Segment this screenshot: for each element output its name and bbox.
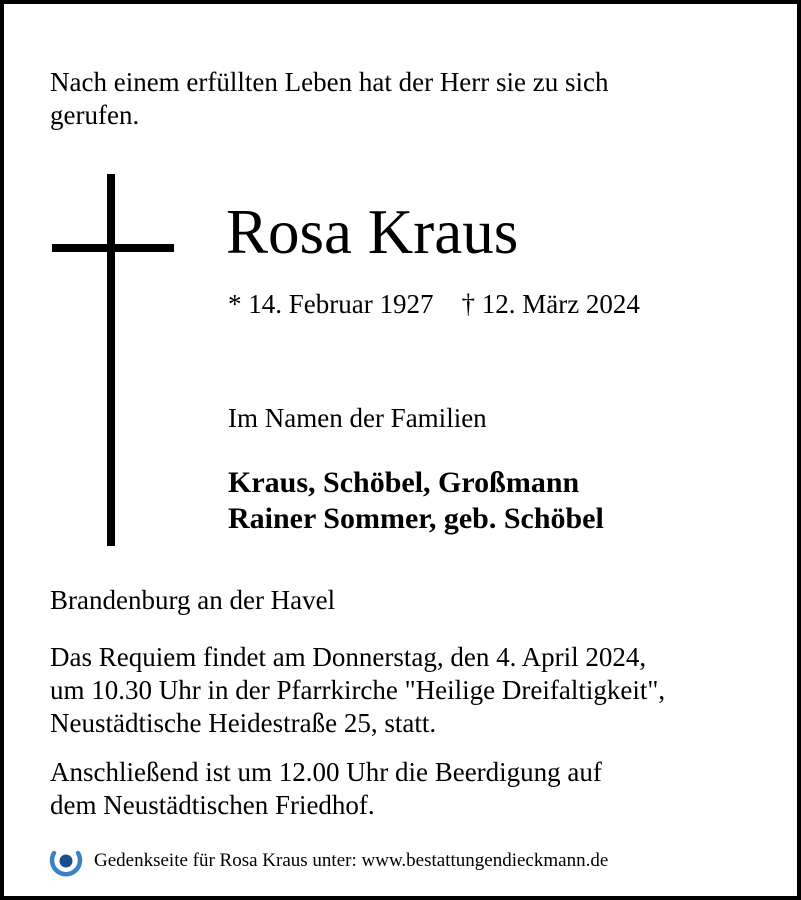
memorial-page-footer bbox=[48, 842, 608, 880]
intro-line: Nach einem erfüllten Leben hat der Herr sie zu sich bbox=[50, 67, 609, 97]
burial-line: Anschließend ist um 12.00 Uhr die Beerdigung auf bbox=[50, 757, 602, 787]
place: Brandenburg an der Havel bbox=[50, 585, 336, 615]
family-names bbox=[228, 465, 604, 537]
requiem-info bbox=[50, 641, 790, 740]
life-dates bbox=[228, 288, 640, 321]
family-name-line: Kraus, Schöbel, Großmann bbox=[228, 466, 580, 499]
requiem-line: Neustädtische Heidestraße 25, statt. bbox=[50, 708, 437, 738]
deceased-name: Rosa Kraus bbox=[226, 197, 519, 267]
burial-info bbox=[50, 756, 790, 822]
memorial-page-link[interactable]: Gedenkseite für Rosa Kraus unter: www.bestattungendieckmann.de bbox=[94, 850, 609, 871]
intro-line: gerufen. bbox=[50, 100, 140, 130]
family-intro: Im Namen der Familien bbox=[228, 403, 487, 433]
cross-icon bbox=[52, 174, 174, 546]
birth-date: * 14. Februar 1927 bbox=[228, 289, 434, 319]
burial-line: dem Neustädtischen Friedhof. bbox=[50, 790, 375, 820]
cross-horizontal-bar bbox=[52, 244, 174, 252]
death-date: † 12. März 2024 bbox=[461, 289, 640, 319]
family-name-line: Rainer Sommer, geb. Schöbel bbox=[228, 502, 604, 535]
cross-vertical-bar bbox=[107, 174, 115, 546]
memorial-logo-icon bbox=[48, 843, 84, 879]
intro-text bbox=[50, 66, 750, 132]
requiem-line: um 10.30 Uhr in der Pfarrkirche "Heilige Dreifaltigkeit", bbox=[50, 675, 666, 705]
requiem-line: Das Requiem findet am Donnerstag, den 4. April 2024, bbox=[50, 642, 647, 672]
